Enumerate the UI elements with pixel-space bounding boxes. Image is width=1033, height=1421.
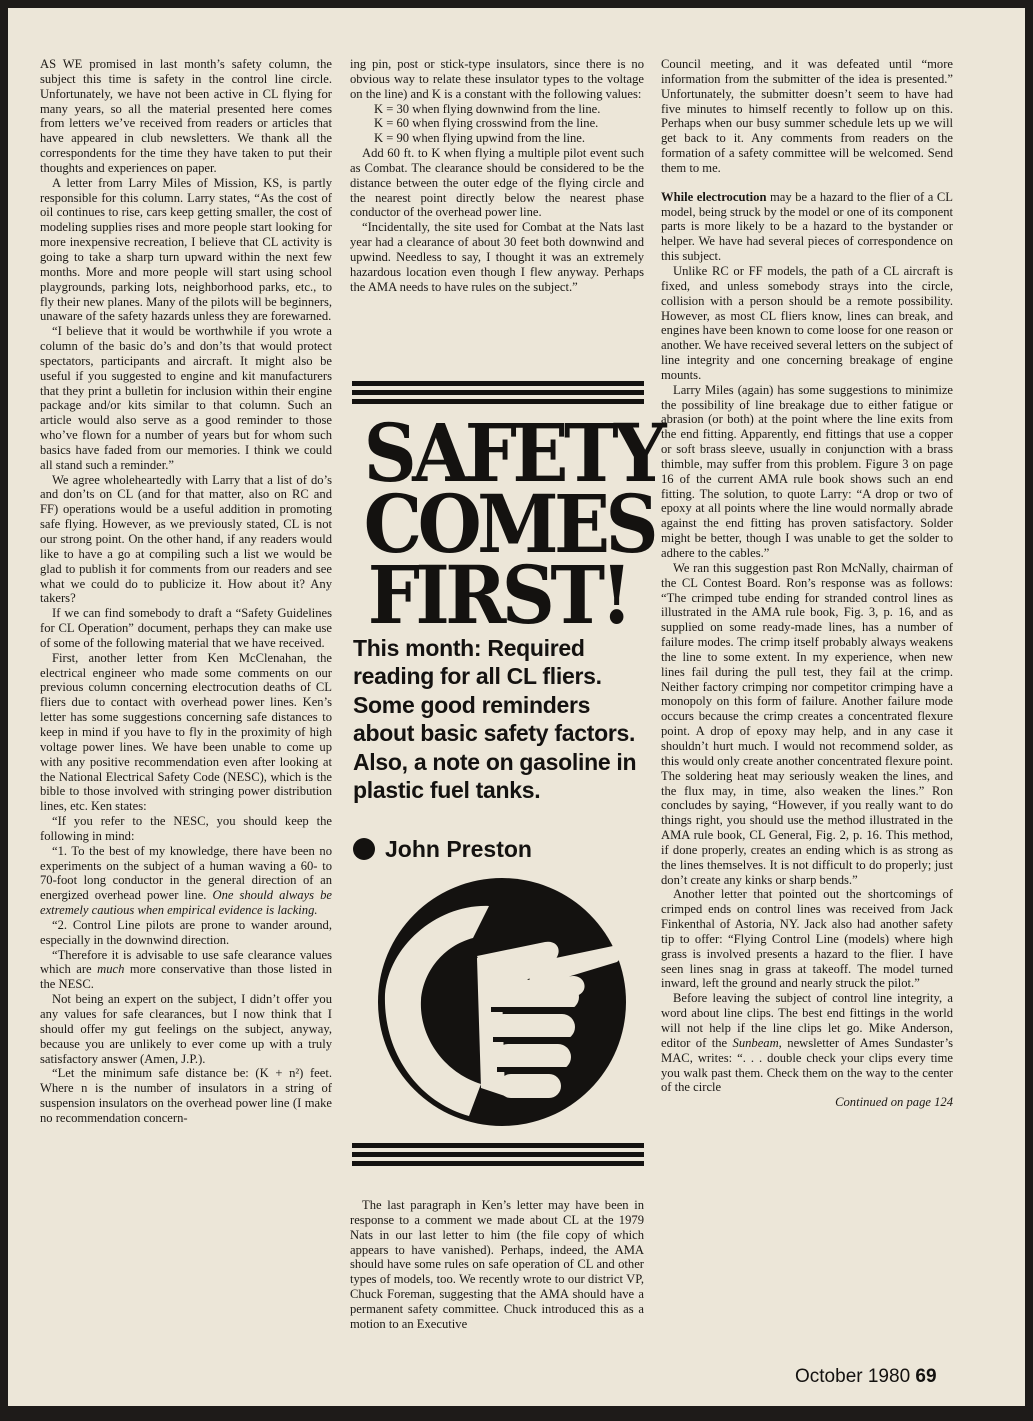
paragraph: We ran this suggestion past Ron McNally, chairman of the CL Contest Board. Ron’s response was as follows: “The crimped tube ending for stranded control lines as illustrated in the AMA rule book, Fig. 3, p. 16, and as supplied on some ready-made lines, has a number of failure modes. The crimp itself probably always weakens the line to some extent. In my experience, when new lines fail during the pull test, they fail at the crimp. Neither factory crimping nor competitor crimping have a monopoly on this form of failure. Another failure mode occurs because the crimp creates a concentrated flexure point. A drop of epoxy may help, and in any case it shouldn’t hurt much. I would not recommend solder, as this would only create another concentrated flexure point. The soldering heat may seriously weaken the lines, and the flux may, in time, also weaken the lines.” Ron concludes by saying, “However, if you really want to do things right, you should use the method illustrated in the AMA rule book, CL General, Fig. 2, p. 16. This method, if done properly, creates an ending which is as strong as the lines themselves. It is not difficult to do properly; just don’t create any kinks or sharp bends.”: [661, 560, 953, 887]
rule-line: [352, 399, 644, 404]
continued-note: Continued on page 124: [835, 1095, 953, 1110]
paragraph: [40, 948, 332, 993]
paragraph: “Let the minimum safe distance be: (K + n²) feet. Where n is the number of insulators in a string of suspension insulators on the overhead power line (I make no recommendation concern-: [40, 1066, 332, 1125]
column-3: [661, 57, 953, 1110]
paragraph: Larry Miles (again) has some suggestions to minimize the possibility of line breakage due to either fatigue or abrasion (or both) at the point where the line exits from the end fitting. Apparently, end fittings that use a copper or soft brass sleeve, usually in conjunction with a brass thimble, may suffer from this problem. Figure 3 on page 16 of the current AMA rule book shows such an end fitting. The solution, to quote Larry: “A drop or two of epoxy at all points where the line would normally abrade against the end fitting has proven satisfactory. Solder might be better, though I was unable to get the solder to adhere to the cables.”: [661, 382, 953, 560]
k-value: K = 60 when flying crosswind from the line.: [374, 116, 599, 131]
page-number: 69: [915, 1366, 937, 1387]
text-run: may be a hazard to the flier of a CL model, being struck by the model or one of its component parts is more likely to be a hazard to the bystander or helper. We have had several pieces of correspondence on this subject.: [661, 189, 954, 264]
k-value: K = 30 when flying downwind from the line.: [374, 101, 601, 116]
rule-group-bottom: [352, 1143, 644, 1170]
italic-text: One should always be extremely cautious when empirical evidence is lacking.: [40, 888, 332, 918]
text-run: Before leaving the subject of control line integrity, a word about line clips. The best end fittings in the world will not help if the line clips let go. Mike Anderson, editor of the: [661, 991, 953, 1050]
bullet-dot-icon: [353, 838, 375, 860]
headline-line: SAFETY: [363, 406, 663, 500]
text-run: more conservative than those listed in the NESC.: [40, 962, 332, 992]
rule-line: [352, 1161, 644, 1166]
fist-wrench-logo-icon: [377, 876, 627, 1128]
lead-in: While electrocution: [661, 189, 767, 204]
paragraph: “Incidentally, the site used for Combat at the Nats last year had a clearance of about 30 feet both downwind and upwind. Needless to say, I thought it was an extremely hazardous location even though I flew anyway. Perhaps the AMA needs to have rules on the subject.”: [350, 220, 644, 294]
rule-line: [352, 390, 644, 395]
text-run: “Therefore it is advisable to use safe clearance values which are: [40, 947, 332, 977]
text-run: newsletter of Ames Sundaster’s MAC, writes: “. . . double check your clips every time you walk past them. Check them on the way to the center of the circle: [661, 1035, 953, 1095]
paragraph: Unlike RC or FF models, the path of a CL aircraft is fixed, and unless somebody strays into the circle, collision with a person should be a remote possibility. However, as most CL fliers know, lines can break, and engines have been known to come loose for one reason or another. We have received several letters on the subject of line integrity and one concerning breakage of engine mounts.: [661, 263, 953, 382]
paragraph: Another letter that pointed out the shortcomings of crimped ends on control lines was received from Jack Finkenthal of Astoria, NY. Jack also had another safety tip to offer: “Flying Control Line (models) where high grass is involved presents a hazard to the flier. I have seen lines snag in grass at takeoff. The model turned inward, left the ground and nearly struck the pilot.”: [661, 887, 953, 991]
column-1: [40, 57, 332, 1126]
text-run: “1. To the best of my knowledge, there have been no experiments on the subject of a human waving a 60- to 70-foot long conductor in the general direction of an energized overhead power line.: [40, 843, 332, 903]
italic-text: Sunbeam,: [732, 1035, 782, 1050]
paragraph: First, another letter from Ken McClenahan, the electrical engineer who made some comments on our previous column concerning electrocution deaths of CL fliers due to contact with overhead power lines. Ken’s letter has some suggestions concerning safe distances to keep in mind if you have to fly in the proximity of high voltage power lines. We have been unable to come up with any positive recommendation even after looking at the National Electrical Safety Code (NESC), which is the bible to those involved with stringing power distribution lines, etc. Ken states:: [40, 650, 332, 814]
issue-date: October 1980: [795, 1366, 911, 1387]
paragraph: The last paragraph in Ken’s letter may have been in response to a comment we made about CL at the 1979 Nats in our last letter to him (the file copy of which appears to have vanished). Perhaps, indeed, the AMA should have some rules on safe operation of CL and other types of models, too. We recently wrote to our district VP, Chuck Foreman, suggesting that the AMA should have a permanent safety committee. Chuck introduced this as a motion to an Executive: [350, 1198, 644, 1331]
k-value: K = 90 when flying upwind from the line.: [374, 131, 586, 146]
headline-line: FIRST!: [367, 548, 629, 642]
author-name: John Preston: [385, 836, 532, 862]
paragraph: We agree wholeheartedly with Larry that a list of do’s and don’ts on CL (and for that matter, also on RC and FF) operations would be a useful addition in promoting safe flying. However, as we previously stated, CL is not our strong point. On the other hand, if any readers would like to have a go at compiling such a list we would be glad to publish it for comments from our readers and see what we could do to publicize it. How about it? Any takers?: [40, 472, 332, 606]
deck-subtitle: This month: Required reading for all CL fliers. Some good reminders about basic safety factors. Also, a note on gasoline in plastic fuel tanks.: [353, 635, 637, 804]
column-2: [350, 57, 644, 295]
rule-group-top: [352, 381, 644, 408]
rule-line: [352, 1152, 644, 1157]
byline: [353, 836, 532, 863]
page-folio: [795, 1366, 937, 1388]
paragraph: “I believe that it would be worthwhile if you wrote a column of the basic do’s and don’ts that would protect spectators, participants and aircraft. It might also be useful if you suggested to engine and kit manufacturers that they print a bulletin for inclusion within their engine package and/or kits similar to that column. Such an article would also serve as a good reminder to those who’ve flown for a number of years but for whom such basics have faded from our memories. I think we could all stand such a reminder.”: [40, 324, 332, 472]
paragraph: [40, 844, 332, 918]
column-2-bottom: [350, 1198, 644, 1332]
rule-line: [352, 1143, 644, 1148]
paragraph: AS WE promised in last month’s safety column, the subject this time is safety in the control line circle. Unfortunately, we have not been active in CL flying for many years, so all the material presented here comes from letters we’ve received from readers or articles that have appeared in club newsletters. We thank all the correspondents for the time they have taken to put their thoughts and experiences on paper.: [40, 57, 332, 175]
headline: [363, 406, 663, 642]
paragraph: Council meeting, and it was defeated until “more information from the submitter of the idea is presented.” Unfortunately, the submitter doesn’t seem to have had five minutes to himself recently to follow up on this. Perhaps when our busy summer schedule lets up we will get back to it. Any comments from readers on the formation of a safety committee will be welcomed. Send them to me.: [661, 57, 953, 175]
paragraph: Not being an expert on the subject, I didn’t offer you any values for safe clearances, but I now think that I should offer my gut feelings on the subject, anyway, because you are unlikely to ever come up with a truly satisfactory answer (Amen, J.P.).: [40, 992, 332, 1066]
paragraph: If we can find somebody to draft a “Safety Guidelines for CL Operation” document, perhaps they can make use of some of the following material that we have received.: [40, 606, 332, 650]
italic-text: much: [97, 962, 125, 977]
paragraph: [661, 190, 953, 264]
paragraph: Add 60 ft. to K when flying a multiple pilot event such as Combat. The clearance should be considered to be the distance between the outer edge of the flying circle and the nearest point directly below the nearest phase conductor of the overhead power line.: [350, 146, 644, 220]
paragraph: “2. Control Line pilots are prone to wander around, especially in the downwind direction.: [40, 917, 332, 947]
paragraph: A letter from Larry Miles of Mission, KS, is partly responsible for this column. Larry states, “As the cost of oil continues to rise, cars keep getting smaller, the cost of modeling supplies rises and more people start looking for more inexpensive recreation, I believe that CL activity is going to take a sharp turn upward within the next few months. More and more people will start using school playgrounds, parking lots, neighborhood parks, etc., to fly their new planes. Many of the pilots will be beginners, unaware of the safety hazards unless they are forewarned.: [40, 175, 332, 324]
headline-line: COMES: [363, 477, 655, 571]
rule-line: [352, 381, 644, 386]
paragraph: “If you refer to the NESC, you should keep the following in mind:: [40, 814, 332, 843]
page-bottom-edge: [0, 1406, 1033, 1421]
paragraph: [661, 991, 953, 1095]
paragraph: ing pin, post or stick-type insulators, since there is no obvious way to relate these insulator types to the voltage on the line) and K is a constant with the following values:: [350, 57, 644, 101]
